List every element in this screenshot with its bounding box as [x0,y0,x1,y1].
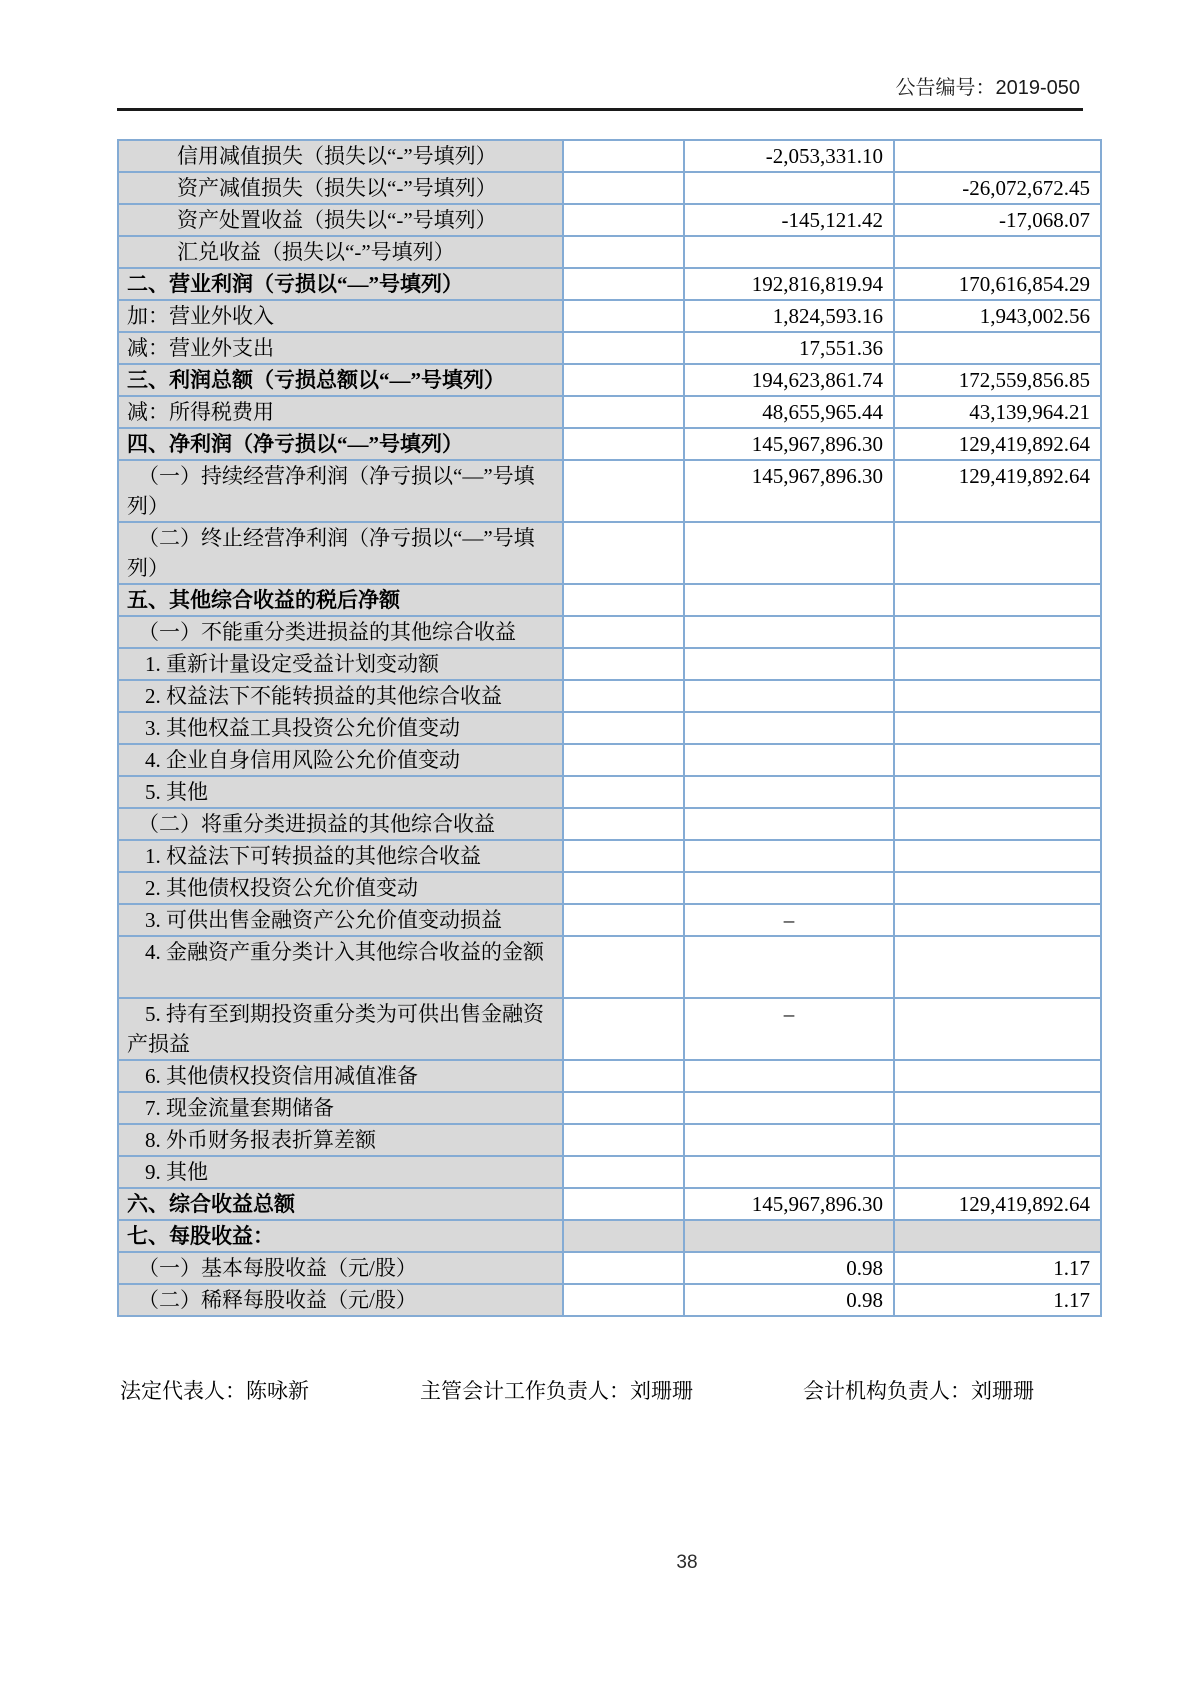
prior-period-value [894,1156,1101,1188]
row-label: 6. 其他债权投资信用减值准备 [118,1060,563,1092]
table-row [118,840,1101,872]
table-row [118,998,1101,1060]
notes-cell [563,1060,684,1092]
prior-period-value: 129,419,892.64 [894,1188,1101,1220]
table-row [118,904,1101,936]
row-label: 七、每股收益： [118,1220,563,1252]
notes-cell [563,236,684,268]
table-row [118,616,1101,648]
prior-period-value [894,936,1101,998]
notes-cell [563,460,684,522]
current-period-value: 0.98 [684,1252,894,1284]
current-period-value [684,840,894,872]
notes-cell [563,1284,684,1316]
current-period-value [684,808,894,840]
accounting-dept-label: 会计机构负责人： [803,1379,971,1403]
row-label: 1. 重新计量设定受益计划变动额 [118,648,563,680]
current-period-value [684,172,894,204]
current-period-value [684,236,894,268]
notes-cell [563,1188,684,1220]
prior-period-value: -17,068.07 [894,204,1101,236]
table-row [118,776,1101,808]
current-period-value [684,936,894,998]
table-row [118,332,1101,364]
table-row [118,1188,1101,1220]
row-label: 减：营业外支出 [118,332,563,364]
prior-period-value [894,584,1101,616]
current-period-value [684,680,894,712]
table-row [118,1220,1101,1252]
current-period-value [684,522,894,584]
table-row [118,268,1101,300]
notes-cell [563,1252,684,1284]
row-label: 四、净利润（净亏损以“—”号填列） [118,428,563,460]
row-label: 3. 可供出售金融资产公允价值变动损益 [118,904,563,936]
table-row [118,364,1101,396]
chief-accountant-label: 主管会计工作负责人： [420,1379,630,1403]
row-label: 2. 权益法下不能转损益的其他综合收益 [118,680,563,712]
notes-cell [563,332,684,364]
table-row [118,1252,1101,1284]
row-label: （二）终止经营净利润（净亏损以“—”号填列） [118,522,563,584]
current-period-value [684,744,894,776]
accounting-dept-name: 刘珊珊 [971,1379,1034,1403]
table-row [118,744,1101,776]
table-row [118,396,1101,428]
notes-cell [563,904,684,936]
table-row [118,1124,1101,1156]
current-period-value [684,1092,894,1124]
row-label: 8. 外币财务报表折算差额 [118,1124,563,1156]
current-period-value [684,616,894,648]
announcement-label: 公告编号： [895,77,996,99]
table-row [118,300,1101,332]
row-label: 2. 其他债权投资公允价值变动 [118,872,563,904]
table-row [118,522,1101,584]
row-label: 二、营业利润（亏损以“—”号填列） [118,268,563,300]
notes-cell [563,1220,684,1252]
current-period-value: 145,967,896.30 [684,428,894,460]
prior-period-value [894,904,1101,936]
table-row [118,1060,1101,1092]
page-number: 38 [676,1552,698,1573]
table-row [118,140,1101,172]
prior-period-value [894,1220,1101,1252]
current-period-value [684,1220,894,1252]
income-statement-table-body [118,140,1101,1316]
notes-cell [563,364,684,396]
current-period-value: 0.98 [684,1284,894,1316]
prior-period-value [894,1060,1101,1092]
prior-period-value: 1,943,002.56 [894,300,1101,332]
prior-period-value [894,840,1101,872]
prior-period-value [894,712,1101,744]
notes-cell [563,584,684,616]
row-label: 资产减值损失（损失以“-”号填列） [118,172,563,204]
row-label: 汇兑收益（损失以“-”号填列） [118,236,563,268]
current-period-value: – [684,904,894,936]
row-label: （一）基本每股收益（元/股） [118,1252,563,1284]
table-row [118,236,1101,268]
notes-cell [563,268,684,300]
row-label: 资产处置收益（损失以“-”号填列） [118,204,563,236]
prior-period-value [894,776,1101,808]
table-row [118,1092,1101,1124]
current-period-value: -2,053,331.10 [684,140,894,172]
income-statement-table-container [117,139,1102,1317]
chief-accountant-signature [420,1376,693,1406]
prior-period-value [894,140,1101,172]
announcement-number-line [117,74,1080,102]
table-row [118,936,1101,998]
table-row [118,204,1101,236]
prior-period-value [894,808,1101,840]
row-label: 4. 金融资产重分类计入其他综合收益的金额 [118,936,563,998]
notes-cell [563,1124,684,1156]
current-period-value [684,648,894,680]
current-period-value: – [684,998,894,1060]
row-label: （二）将重分类进损益的其他综合收益 [118,808,563,840]
table-row [118,584,1101,616]
current-period-value [684,1124,894,1156]
prior-period-value [894,1092,1101,1124]
current-period-value [684,712,894,744]
notes-cell [563,140,684,172]
prior-period-value: 1.17 [894,1284,1101,1316]
row-label: 3. 其他权益工具投资公允价值变动 [118,712,563,744]
current-period-value [684,584,894,616]
table-row [118,808,1101,840]
table-row [118,872,1101,904]
row-label: 三、利润总额（亏损总额以“—”号填列） [118,364,563,396]
notes-cell [563,1092,684,1124]
notes-cell [563,300,684,332]
notes-cell [563,712,684,744]
prior-period-value [894,998,1101,1060]
notes-cell [563,840,684,872]
table-row [118,680,1101,712]
announcement-number: 2019-050 [995,77,1080,99]
table-row [118,172,1101,204]
current-period-value: 194,623,861.74 [684,364,894,396]
notes-cell [563,396,684,428]
prior-period-value: -26,072,672.45 [894,172,1101,204]
row-label: 7. 现金流量套期储备 [118,1092,563,1124]
current-period-value [684,776,894,808]
prior-period-value: 172,559,856.85 [894,364,1101,396]
row-label: 5. 其他 [118,776,563,808]
current-period-value: 192,816,819.94 [684,268,894,300]
row-label: （一）持续经营净利润（净亏损以“—”号填列） [118,460,563,522]
prior-period-value [894,744,1101,776]
prior-period-value [894,236,1101,268]
notes-cell [563,776,684,808]
prior-period-value [894,680,1101,712]
row-label: 加：营业外收入 [118,300,563,332]
table-row [118,1156,1101,1188]
notes-cell [563,1156,684,1188]
current-period-value: 1,824,593.16 [684,300,894,332]
prior-period-value: 129,419,892.64 [894,428,1101,460]
prior-period-value [894,1124,1101,1156]
current-period-value: 17,551.36 [684,332,894,364]
notes-cell [563,522,684,584]
legal-representative-name: 陈咏新 [246,1379,309,1403]
row-label: 减：所得税费用 [118,396,563,428]
current-period-value [684,872,894,904]
current-period-value [684,1060,894,1092]
current-period-value [684,1156,894,1188]
legal-representative-label: 法定代表人： [120,1379,246,1403]
row-label: 5. 持有至到期投资重分类为可供出售金融资产损益 [118,998,563,1060]
current-period-value: 145,967,896.30 [684,1188,894,1220]
notes-cell [563,428,684,460]
table-row [118,648,1101,680]
table-row [118,460,1101,522]
table-row [118,712,1101,744]
notes-cell [563,936,684,998]
prior-period-value [894,522,1101,584]
notes-cell [563,808,684,840]
accounting-dept-signature [803,1376,1034,1406]
current-period-value: -145,121.42 [684,204,894,236]
prior-period-value [894,332,1101,364]
prior-period-value [894,648,1101,680]
notes-cell [563,648,684,680]
income-statement-table [117,139,1102,1317]
row-label: （二）稀释每股收益（元/股） [118,1284,563,1316]
chief-accountant-name: 刘珊珊 [630,1379,693,1403]
prior-period-value [894,616,1101,648]
row-label: 9. 其他 [118,1156,563,1188]
notes-cell [563,998,684,1060]
table-row [118,428,1101,460]
row-label: 4. 企业自身信用风险公允价值变动 [118,744,563,776]
prior-period-value: 1.17 [894,1252,1101,1284]
current-period-value: 48,655,965.44 [684,396,894,428]
notes-cell [563,616,684,648]
legal-representative-signature [120,1376,309,1406]
prior-period-value: 129,419,892.64 [894,460,1101,522]
row-label: （一）不能重分类进损益的其他综合收益 [118,616,563,648]
header-divider-rule [117,108,1083,111]
prior-period-value: 43,139,964.21 [894,396,1101,428]
prior-period-value [894,872,1101,904]
notes-cell [563,680,684,712]
row-label: 五、其他综合收益的税后净额 [118,584,563,616]
row-label: 1. 权益法下可转损益的其他综合收益 [118,840,563,872]
notes-cell [563,744,684,776]
prior-period-value: 170,616,854.29 [894,268,1101,300]
table-row [118,1284,1101,1316]
notes-cell [563,204,684,236]
notes-cell [563,172,684,204]
notes-cell [563,872,684,904]
row-label: 信用减值损失（损失以“-”号填列） [118,140,563,172]
current-period-value: 145,967,896.30 [684,460,894,522]
row-label: 六、综合收益总额 [118,1188,563,1220]
